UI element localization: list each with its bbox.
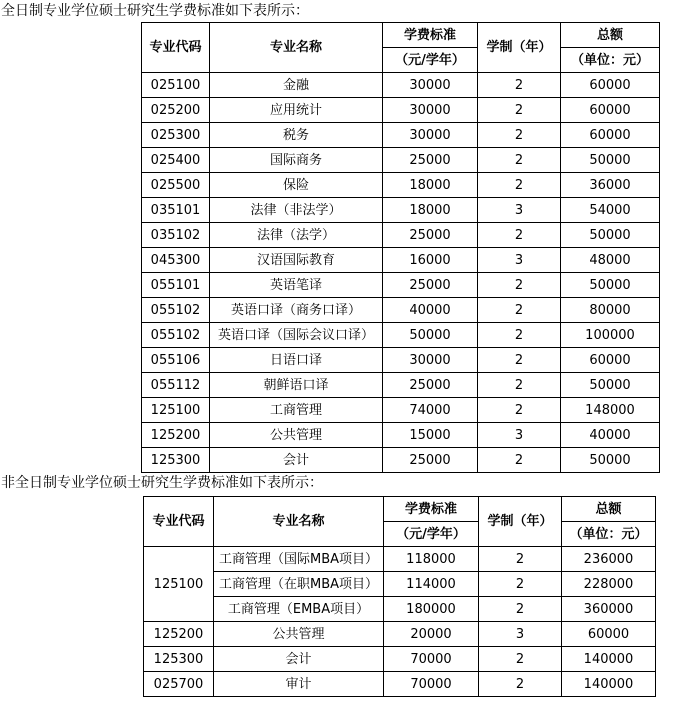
years-cell: 2 xyxy=(479,597,562,622)
code-cell: 025700 xyxy=(144,672,214,697)
years-cell: 2 xyxy=(478,398,561,423)
table-row xyxy=(142,173,660,198)
total-cell: 50000 xyxy=(561,148,660,173)
name-cell: 金融 xyxy=(210,73,383,98)
code-cell: 125300 xyxy=(144,647,214,672)
fee-cell: 18000 xyxy=(383,173,478,198)
table-row xyxy=(142,448,660,473)
name-cell: 工商管理（在职MBA项目） xyxy=(214,572,384,597)
name-cell: 工商管理（EMBA项目） xyxy=(214,597,384,622)
fee-cell: 50000 xyxy=(383,323,478,348)
name-cell: 法律（法学） xyxy=(210,223,383,248)
years-cell: 2 xyxy=(478,173,561,198)
table-row xyxy=(142,123,660,148)
years-cell: 2 xyxy=(479,547,562,572)
name-cell: 国际商务 xyxy=(210,148,383,173)
name-cell: 公共管理 xyxy=(210,423,383,448)
header-total-unit: （单位：元） xyxy=(561,48,660,73)
code-cell: 125100 xyxy=(142,398,210,423)
header-years: 学制（年） xyxy=(479,497,562,547)
table-row xyxy=(142,373,660,398)
header-code: 专业代码 xyxy=(142,23,210,73)
fee-cell: 30000 xyxy=(383,73,478,98)
years-cell: 3 xyxy=(478,423,561,448)
name-cell: 应用统计 xyxy=(210,98,383,123)
code-cell: 055106 xyxy=(142,348,210,373)
years-cell: 3 xyxy=(478,198,561,223)
header-name: 专业名称 xyxy=(214,497,384,547)
fee-cell: 25000 xyxy=(383,448,478,473)
code-cell: 055102 xyxy=(142,323,210,348)
years-cell: 2 xyxy=(478,73,561,98)
years-cell: 2 xyxy=(478,223,561,248)
total-cell: 60000 xyxy=(561,98,660,123)
name-cell: 日语口译 xyxy=(210,348,383,373)
table-row xyxy=(142,73,660,98)
name-cell: 英语笔译 xyxy=(210,273,383,298)
name-cell: 法律（非法学） xyxy=(210,198,383,223)
fee-cell: 20000 xyxy=(384,622,479,647)
name-cell: 会计 xyxy=(214,647,384,672)
total-cell: 50000 xyxy=(561,273,660,298)
code-cell: 055101 xyxy=(142,273,210,298)
fee-cell: 16000 xyxy=(383,248,478,273)
fee-cell: 18000 xyxy=(383,198,478,223)
fee-cell: 25000 xyxy=(383,223,478,248)
name-cell: 朝鲜语口译 xyxy=(210,373,383,398)
years-cell: 2 xyxy=(478,298,561,323)
header-fee: 学费标准 xyxy=(383,23,478,48)
fee-cell: 74000 xyxy=(383,398,478,423)
name-cell: 税务 xyxy=(210,123,383,148)
code-cell: 045300 xyxy=(142,248,210,273)
fee-cell: 25000 xyxy=(383,148,478,173)
total-cell: 360000 xyxy=(562,597,656,622)
table-row xyxy=(142,348,660,373)
header-total: 总额 xyxy=(562,497,656,522)
table-row xyxy=(144,622,656,647)
years-cell: 2 xyxy=(479,672,562,697)
total-cell: 50000 xyxy=(561,448,660,473)
total-cell: 60000 xyxy=(561,123,660,148)
code-cell: 025100 xyxy=(142,73,210,98)
years-cell: 3 xyxy=(478,248,561,273)
years-cell: 2 xyxy=(478,373,561,398)
fee-cell: 180000 xyxy=(384,597,479,622)
total-cell: 54000 xyxy=(561,198,660,223)
name-cell: 工商管理（国际MBA项目） xyxy=(214,547,384,572)
code-cell: 125100 xyxy=(144,547,214,622)
name-cell: 公共管理 xyxy=(214,622,384,647)
header-total-unit: （单位：元） xyxy=(562,522,656,547)
fee-cell: 118000 xyxy=(384,547,479,572)
total-cell: 48000 xyxy=(561,248,660,273)
years-cell: 3 xyxy=(479,622,562,647)
name-cell: 汉语国际教育 xyxy=(210,248,383,273)
code-cell: 125200 xyxy=(144,622,214,647)
total-cell: 60000 xyxy=(562,622,656,647)
table-row xyxy=(144,547,656,572)
code-cell: 025400 xyxy=(142,148,210,173)
name-cell: 保险 xyxy=(210,173,383,198)
total-cell: 50000 xyxy=(561,223,660,248)
header-fee-unit: （元/学年） xyxy=(384,522,479,547)
table-row xyxy=(142,423,660,448)
name-cell: 工商管理 xyxy=(210,398,383,423)
table-row xyxy=(142,323,660,348)
header-code: 专业代码 xyxy=(144,497,214,547)
name-cell: 英语口译（国际会议口译） xyxy=(210,323,383,348)
years-cell: 2 xyxy=(478,348,561,373)
years-cell: 2 xyxy=(478,98,561,123)
table-row xyxy=(142,148,660,173)
part-time-caption: 非全日制专业学位硕士研究生学费标准如下表所示： xyxy=(1,475,323,491)
years-cell: 2 xyxy=(479,572,562,597)
total-cell: 50000 xyxy=(561,373,660,398)
total-cell: 40000 xyxy=(561,423,660,448)
fee-cell: 114000 xyxy=(384,572,479,597)
code-cell: 125200 xyxy=(142,423,210,448)
table-row xyxy=(142,398,660,423)
total-cell: 140000 xyxy=(562,647,656,672)
fee-cell: 30000 xyxy=(383,98,478,123)
code-cell: 055102 xyxy=(142,298,210,323)
table-row xyxy=(142,273,660,298)
name-cell: 会计 xyxy=(210,448,383,473)
code-cell: 055112 xyxy=(142,373,210,398)
code-cell: 035102 xyxy=(142,223,210,248)
header-years: 学制（年） xyxy=(478,23,561,73)
total-cell: 36000 xyxy=(561,173,660,198)
years-cell: 2 xyxy=(478,123,561,148)
table-row xyxy=(142,98,660,123)
full-time-caption: 全日制专业学位硕士研究生学费标准如下表所示： xyxy=(1,3,309,19)
header-name: 专业名称 xyxy=(210,23,383,73)
total-cell: 140000 xyxy=(562,672,656,697)
code-cell: 035101 xyxy=(142,198,210,223)
code-cell: 025200 xyxy=(142,98,210,123)
years-cell: 2 xyxy=(478,323,561,348)
code-cell: 025500 xyxy=(142,173,210,198)
full-time-fee-table xyxy=(141,22,660,473)
fee-cell: 30000 xyxy=(383,348,478,373)
years-cell: 2 xyxy=(479,647,562,672)
total-cell: 80000 xyxy=(561,298,660,323)
table-row xyxy=(142,223,660,248)
fee-cell: 40000 xyxy=(383,298,478,323)
total-cell: 228000 xyxy=(562,572,656,597)
name-cell: 审计 xyxy=(214,672,384,697)
table-row xyxy=(144,672,656,697)
total-cell: 60000 xyxy=(561,73,660,98)
table-row xyxy=(144,597,656,622)
total-cell: 60000 xyxy=(561,348,660,373)
years-cell: 2 xyxy=(478,448,561,473)
fee-cell: 70000 xyxy=(384,647,479,672)
header-fee-unit: （元/学年） xyxy=(383,48,478,73)
code-cell: 025300 xyxy=(142,123,210,148)
fee-cell: 15000 xyxy=(383,423,478,448)
header-total: 总额 xyxy=(561,23,660,48)
part-time-fee-table xyxy=(143,496,656,697)
total-cell: 236000 xyxy=(562,547,656,572)
years-cell: 2 xyxy=(478,148,561,173)
table-row xyxy=(142,198,660,223)
table-row xyxy=(142,248,660,273)
fee-cell: 30000 xyxy=(383,123,478,148)
total-cell: 100000 xyxy=(561,323,660,348)
table-row xyxy=(144,572,656,597)
total-cell: 148000 xyxy=(561,398,660,423)
name-cell: 英语口译（商务口译） xyxy=(210,298,383,323)
fee-cell: 70000 xyxy=(384,672,479,697)
years-cell: 2 xyxy=(478,273,561,298)
header-fee: 学费标准 xyxy=(384,497,479,522)
fee-cell: 25000 xyxy=(383,273,478,298)
table-row xyxy=(142,298,660,323)
code-cell: 125300 xyxy=(142,448,210,473)
table-row xyxy=(144,647,656,672)
fee-cell: 25000 xyxy=(383,373,478,398)
